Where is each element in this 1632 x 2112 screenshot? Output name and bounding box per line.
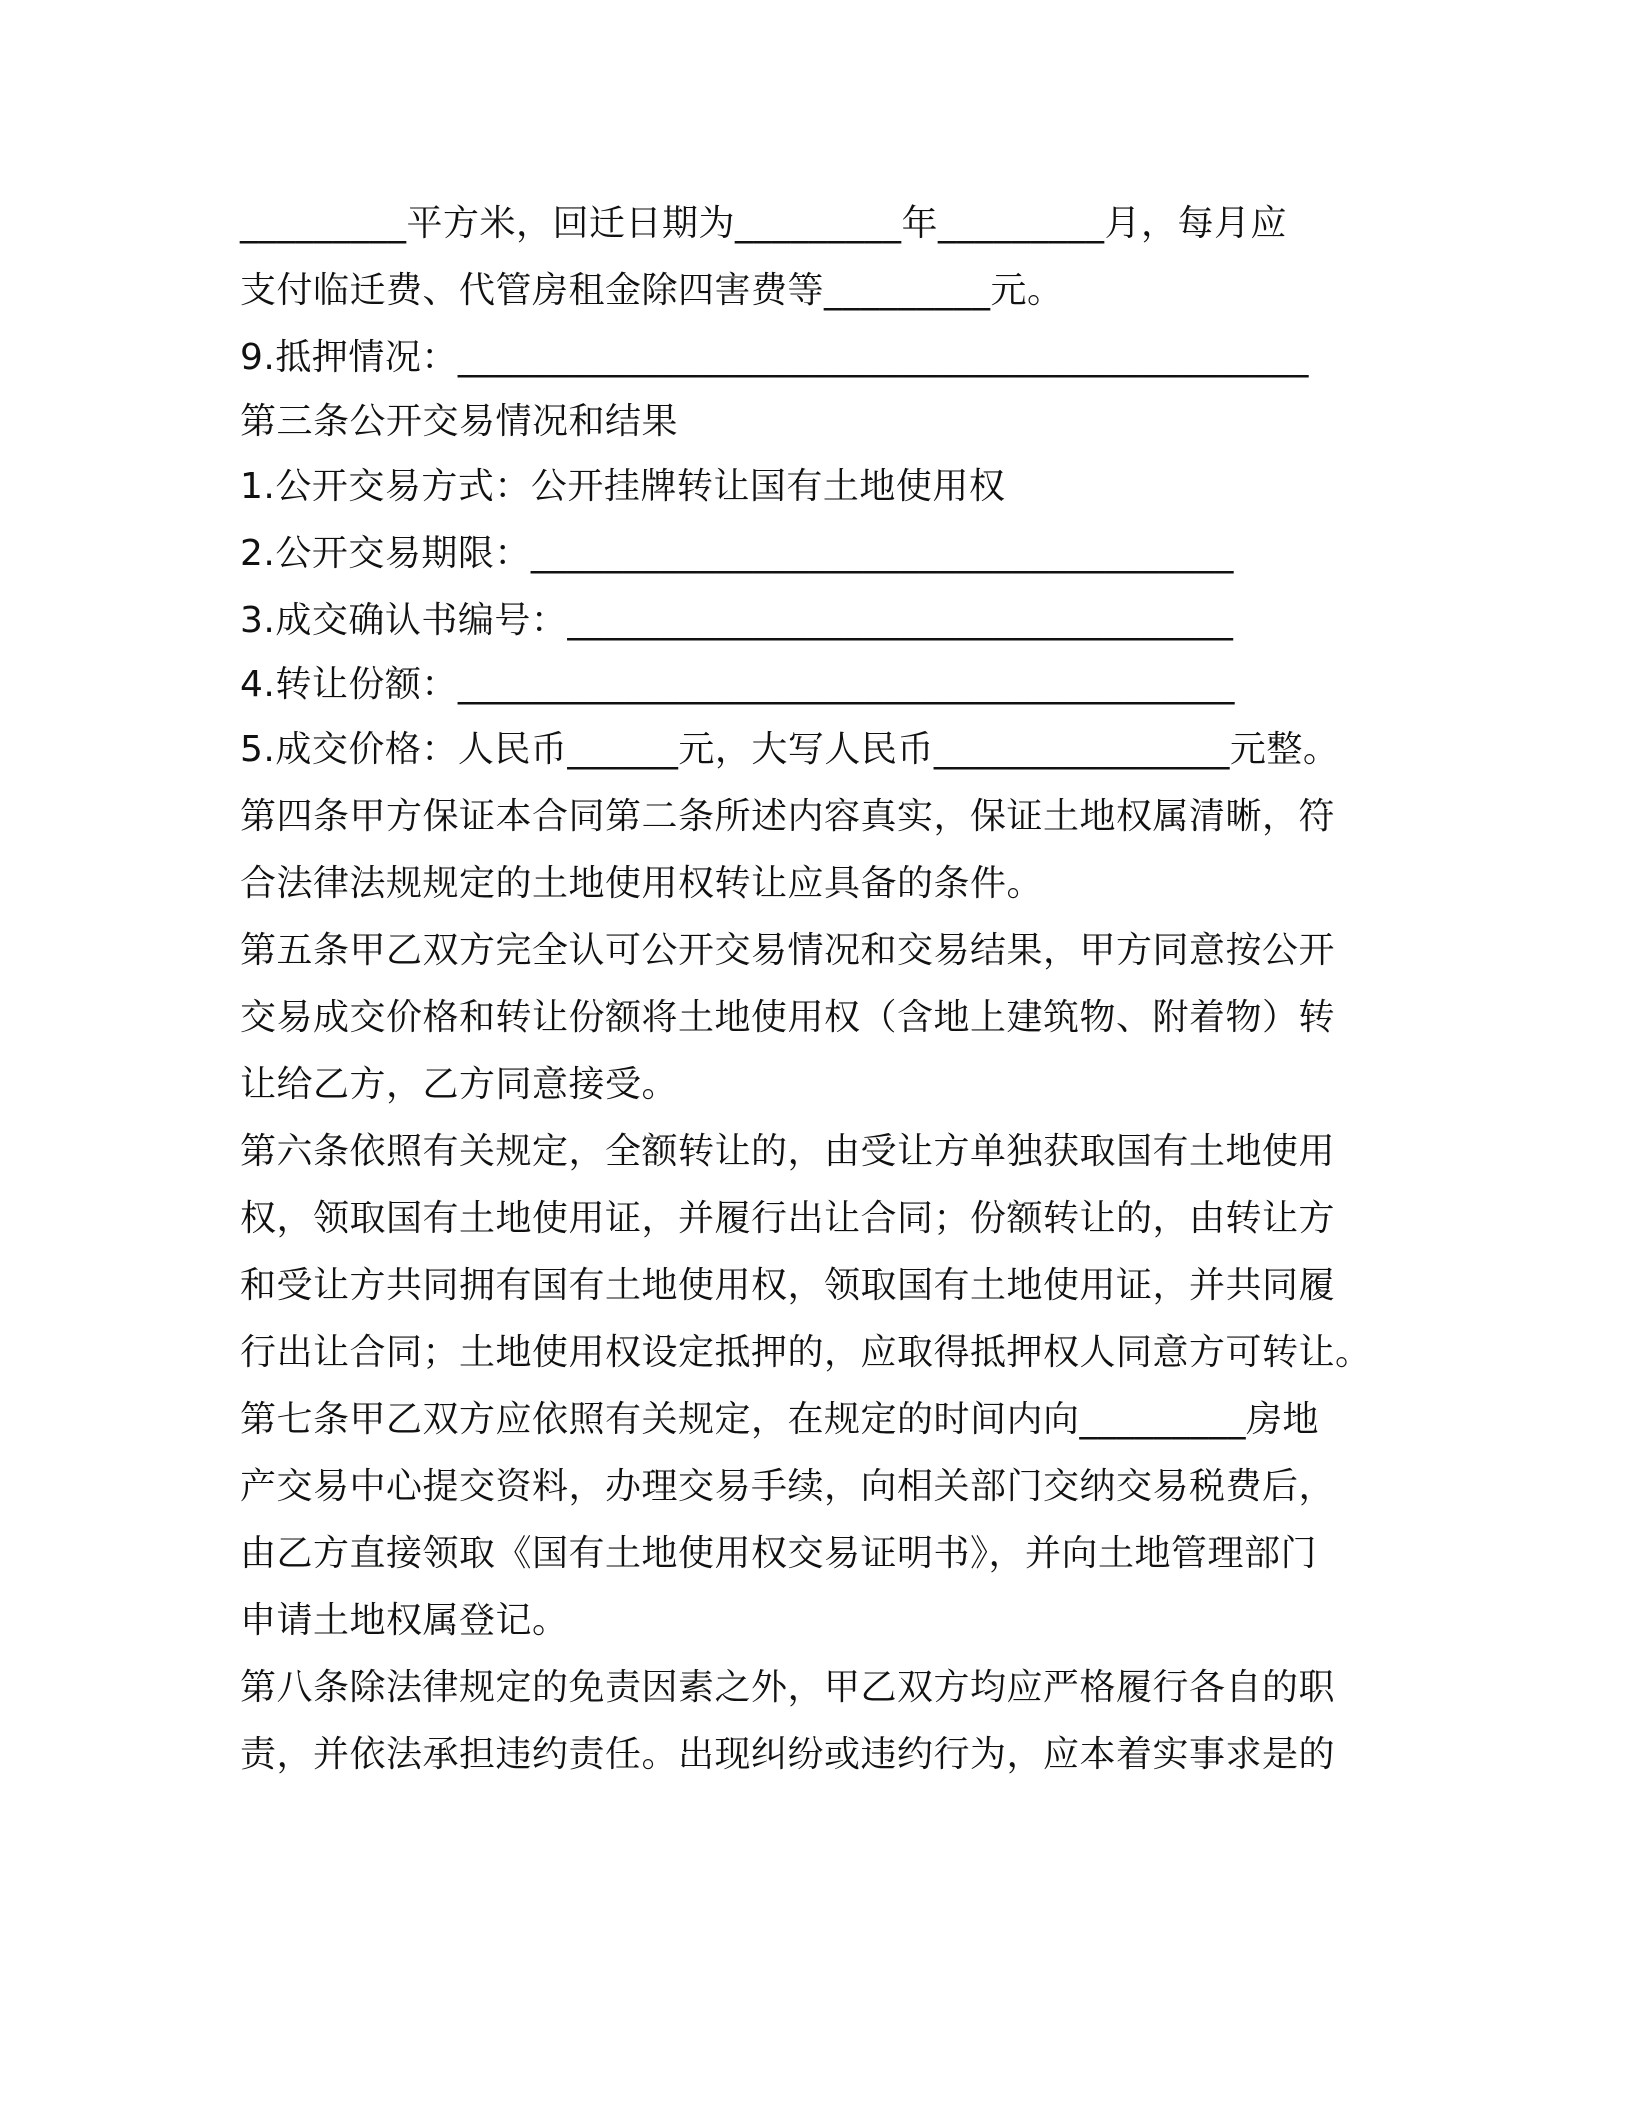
text-line-14: 让给乙方，乙方同意接受。: [240, 1064, 679, 1105]
text-line-16: 权，领取国有土地使用证，并履行出让合同；份额转让的，由转让方: [240, 1198, 1336, 1239]
text-line-18: 行出让合同；土地使用权设定抵押的，应取得抵押权人同意方可转让。: [240, 1332, 1372, 1373]
text-line-22: 申请土地权属登记。: [240, 1600, 569, 1641]
text-line-17: 和受让方共同拥有国有土地使用权，领取国有土地使用证，并共同履: [240, 1265, 1336, 1306]
text-line-19: 第七条甲乙双方应依照有关规定，在规定的时间内向_________房地: [240, 1399, 1320, 1440]
text-line-1: _________平方米，回迁日期为_________年_________月，每月应: [240, 203, 1288, 244]
text-line-5: 1.公开交易方式：公开挂牌转让国有土地使用权: [240, 466, 1006, 507]
text-line-2: 支付临迁费、代管房租金除四害费等_________元。: [240, 270, 1064, 311]
text-line-24: 责，并依法承担违约责任。出现纠纷或违约行为，应本着实事求是的: [240, 1734, 1336, 1775]
text-line-11: 合法律法规规定的土地使用权转让应具备的条件。: [240, 863, 1044, 904]
text-line-20: 产交易中心提交资料，办理交易手续，向相关部门交纳交易税费后，: [240, 1466, 1336, 1507]
text-line-13: 交易成交价格和转让份额将土地使用权（含地上建筑物、附着物）转: [240, 997, 1336, 1038]
text-line-12: 第五条甲乙双方完全认可公开交易情况和交易结果，甲方同意按公开: [240, 930, 1336, 971]
contract-body: [240, 190, 1400, 1788]
text-line-6: 2.公开交易期限：______________________________________: [240, 533, 1234, 574]
text-line-21: 由乙方直接领取《国有土地使用权交易证明书》，并向土地管理部门: [240, 1533, 1318, 1574]
text-line-23: 第八条除法律规定的免责因素之外，甲乙双方均应严格履行各自的职: [240, 1667, 1336, 1708]
text-line-3: 9.抵押情况：______________________________________________: [240, 337, 1309, 378]
text-line-9: 5.成交价格：人民币______元，大写人民币________________元整。: [240, 729, 1340, 770]
text-line-15: 第六条依照有关规定，全额转让的，由受让方单独获取国有土地使用: [240, 1131, 1336, 1172]
section-heading-3: 第三条公开交易情况和结果: [240, 401, 679, 442]
text-line-7: 3.成交确认书编号：____________________________________: [240, 600, 1234, 641]
text-line-8: 4.转让份额：__________________________________________: [240, 664, 1235, 705]
text-line-10: 第四条甲方保证本合同第二条所述内容真实，保证土地权属清晰，符: [240, 796, 1336, 837]
